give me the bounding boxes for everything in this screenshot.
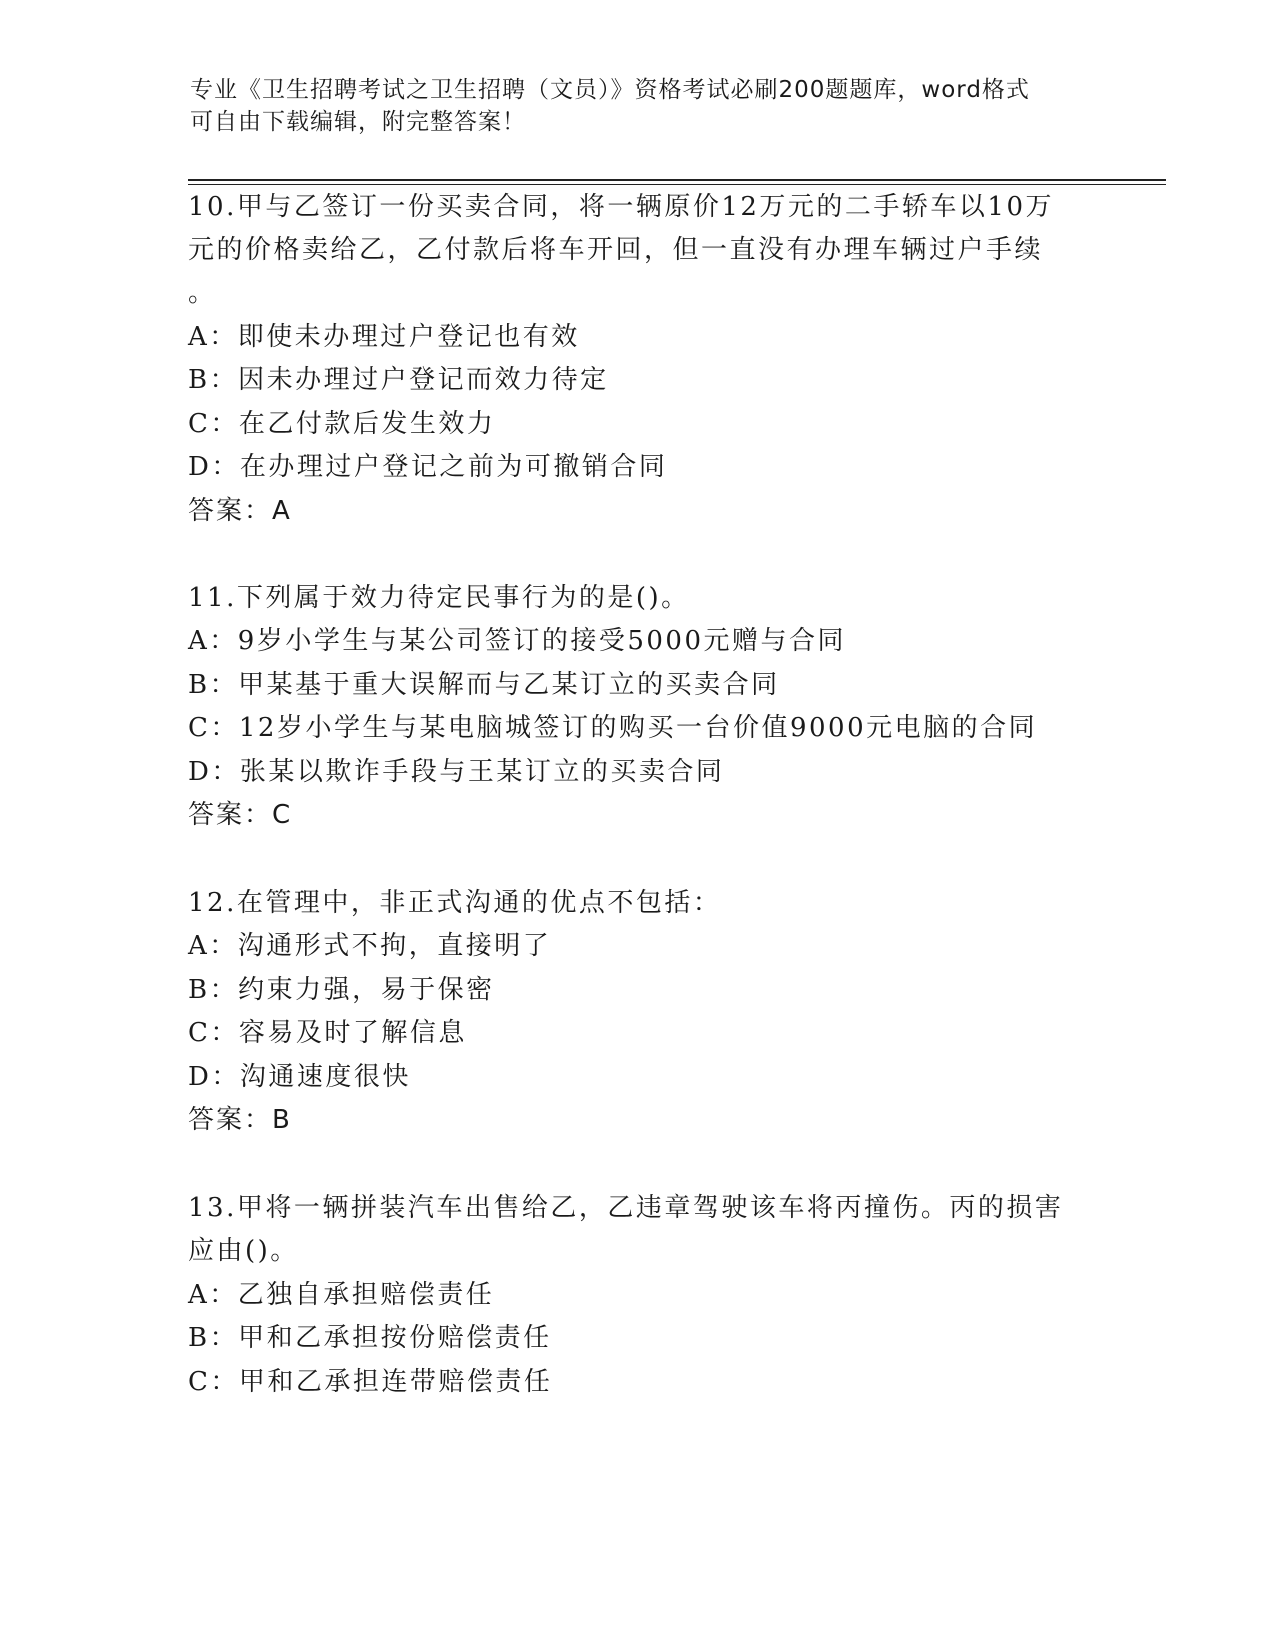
question-13-stem-line-2: 应由()。 — [188, 1236, 299, 1266]
question-11-option-c: C：12岁小学生与某电脑城签订的购买一台价值9000元电脑的合同 — [188, 713, 1038, 743]
question-12-option-c: C：容易及时了解信息 — [188, 1018, 467, 1048]
question-11-answer: 答案：C — [188, 800, 293, 830]
question-12-option-b: B：约束力强，易于保密 — [188, 975, 495, 1005]
header-divider-thick — [188, 179, 1166, 181]
question-12-option-a: A：沟通形式不拘，直接明了 — [188, 931, 552, 961]
document-header — [190, 74, 1090, 138]
header-divider-thin — [188, 184, 1166, 185]
question-10-stem-line-2: 元的价格卖给乙，乙付款后将车开回，但一直没有办理车辆过户手续 — [188, 235, 1044, 265]
header-line-2: 可自由下载编辑，附完整答案！ — [190, 109, 526, 135]
question-11-stem-line-1: 11.下列属于效力待定民事行为的是()。 — [188, 583, 690, 613]
question-13-option-c: C：甲和乙承担连带赔偿责任 — [188, 1367, 553, 1397]
question-10-option-b: B：因未办理过户登记而效力待定 — [188, 365, 609, 395]
question-10-answer: 答案：A — [188, 496, 292, 526]
question-13-stem-line-1: 13.甲将一辆拼装汽车出售给乙，乙违章驾驶该车将丙撞伤。丙的损害 — [188, 1193, 1064, 1223]
question-13-option-b: B：甲和乙承担按份赔偿责任 — [188, 1323, 552, 1353]
question-11-option-a: A：9岁小学生与某公司签订的接受5000元赠与合同 — [188, 626, 846, 656]
question-10-option-c: C：在乙付款后发生效力 — [188, 409, 496, 439]
question-10-stem-line-3: 。 — [188, 278, 217, 308]
question-10-option-d: D：在办理过户登记之前为可撤销合同 — [188, 452, 668, 482]
header-line-1: 专业《卫生招聘考试之卫生招聘（文员）》资格考试必刷200题题库，word格式 — [190, 77, 1030, 103]
question-12-option-d: D：沟通速度很快 — [188, 1062, 411, 1092]
question-11-option-d: D：张某以欺诈手段与王某订立的买卖合同 — [188, 757, 725, 787]
question-12-stem-line-1: 12.在管理中，非正式沟通的优点不包括： — [188, 888, 722, 918]
question-10-option-a: A：即使未办理过户登记也有效 — [188, 322, 580, 352]
question-12-answer: 答案：B — [188, 1105, 292, 1135]
question-10-stem-line-1: 10.甲与乙签订一份买卖合同，将一辆原价12万元的二手轿车以10万 — [188, 192, 1055, 222]
question-11-option-b: B：甲某基于重大误解而与乙某订立的买卖合同 — [188, 670, 780, 700]
question-13-option-a: A：乙独自承担赔偿责任 — [188, 1280, 495, 1310]
